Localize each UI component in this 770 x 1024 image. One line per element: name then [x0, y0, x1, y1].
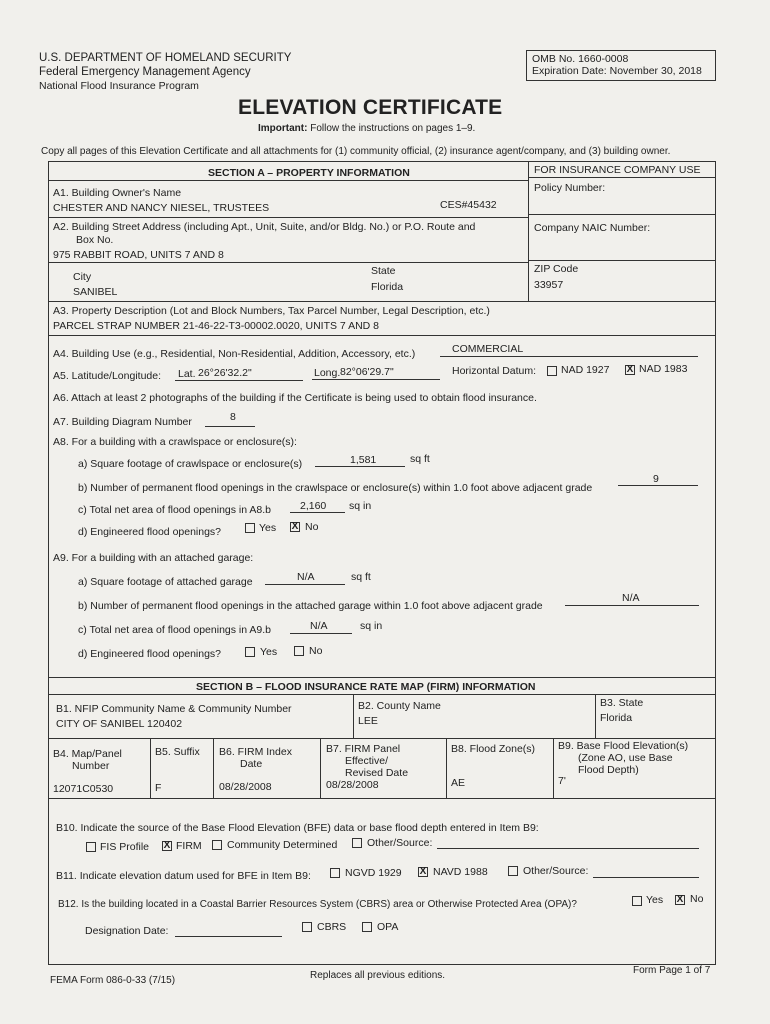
a9d-yes-checkbox[interactable]: [245, 647, 255, 657]
b9-base-flood-elevation[interactable]: 7': [558, 775, 566, 787]
b7-label-line3: Revised Date: [345, 767, 409, 779]
b9-label-line2: (Zone AO, use Base: [578, 752, 673, 764]
a3-property-description[interactable]: PARCEL STRAP NUMBER 21-46-22-T3-00002.0020, UNITS 7 AND 8: [53, 320, 380, 332]
community-determined-checkbox[interactable]: [212, 840, 222, 850]
b3-state[interactable]: Florida: [600, 712, 633, 724]
b12-no-label: No: [690, 893, 704, 905]
ngvd1929-checkbox[interactable]: [330, 868, 340, 878]
opa-checkbox[interactable]: [362, 922, 372, 932]
b1-community[interactable]: CITY OF SANIBEL 120402: [56, 718, 183, 730]
state-label: State: [371, 265, 396, 277]
city-label: City: [73, 271, 92, 283]
a9c-unit: sq in: [360, 620, 383, 632]
b6-label-line2: Date: [240, 758, 263, 770]
b4-label-line2: Number: [72, 760, 110, 772]
b6-firm-index-date[interactable]: 08/28/2008: [219, 781, 272, 793]
horizontal-datum-label: Horizontal Datum:: [452, 365, 537, 377]
section-b-heading: SECTION B – FLOOD INSURANCE RATE MAP (FIRM) INFORMATION: [196, 681, 536, 693]
a8a-value[interactable]: 1,581: [350, 454, 377, 466]
a3-label: A3. Property Description (Lot and Block Numbers, Tax Parcel Number, Legal Description, etc.): [53, 305, 490, 317]
ngvd1929-label: NGVD 1929: [345, 867, 402, 879]
a4-building-use[interactable]: COMMERCIAL: [452, 343, 524, 355]
a9a-label: a) Square footage of attached garage: [78, 576, 253, 588]
a1-owner-name[interactable]: CHESTER AND NANCY NIESEL, TRUSTEES: [53, 202, 270, 214]
a1-ces-number[interactable]: CES#45432: [440, 199, 497, 211]
replaces-note: Replaces all previous editions.: [310, 970, 446, 981]
expiration-date: Expiration Date: November 30, 2018: [532, 65, 702, 77]
a8-label: A8. For a building with a crawlspace or enclosure(s):: [53, 436, 297, 448]
b11-label: B11. Indicate elevation datum used for BFE in Item B9:: [56, 870, 311, 882]
b6-label-line1: B6. FIRM Index: [219, 746, 292, 758]
a8c-unit: sq in: [349, 500, 372, 512]
a8d-yes-checkbox[interactable]: [245, 523, 255, 533]
firm-checkbox[interactable]: X: [163, 840, 171, 851]
b8-label: B8. Flood Zone(s): [451, 743, 536, 755]
a8d-label: d) Engineered flood openings?: [78, 526, 222, 538]
navd1988-label: NAVD 1988: [433, 866, 488, 878]
nad1983-label: NAD 1983: [639, 363, 688, 375]
b12-label: B12. Is the building located in a Coastal Barrier Resources System (CBRS) area or Otherwise Protected Area (OPA)?: [58, 899, 577, 910]
a9-label: A9. For a building with an attached garage:: [53, 552, 254, 564]
fis-profile-checkbox[interactable]: [86, 842, 96, 852]
city-value[interactable]: SANIBEL: [73, 286, 118, 298]
a7-label: A7. Building Diagram Number: [53, 416, 192, 428]
b9-label-line3: Flood Depth): [578, 764, 639, 776]
a9a-unit: sq ft: [351, 571, 371, 583]
b4-label-line1: B4. Map/Panel: [53, 748, 122, 760]
opa-label: OPA: [377, 921, 399, 933]
program-name: National Flood Insurance Program: [39, 80, 199, 92]
a8a-unit: sq ft: [410, 453, 430, 465]
b3-label: B3. State: [600, 697, 644, 709]
page-number: Form Page 1 of 7: [633, 965, 711, 976]
a7-diagram-number[interactable]: 8: [230, 411, 236, 423]
longitude-value[interactable]: 82°06'29.7": [340, 366, 394, 378]
a9d-label: d) Engineered flood openings?: [78, 648, 222, 660]
a8a-label: a) Square footage of crawlspace or enclosure(s): [78, 458, 303, 470]
other-source2-label: Other/Source:: [523, 865, 589, 877]
important-note: Important: Follow the instructions on pages 1–9.: [258, 123, 476, 134]
omb-box: [526, 50, 716, 81]
navd1988-checkbox[interactable]: X: [419, 866, 427, 877]
zip-value[interactable]: 33957: [534, 279, 564, 291]
form-number: FEMA Form 086-0-33 (7/15): [50, 975, 176, 986]
a2-label-line2: Box No.: [76, 234, 114, 246]
lat-label: Lat.: [178, 368, 196, 380]
a2-street-address[interactable]: 975 RABBIT ROAD, UNITS 7 AND 8: [53, 249, 224, 261]
a5-label: A5. Latitude/Longitude:: [53, 370, 162, 382]
a8c-label: c) Total net area of flood openings in A8.b: [78, 504, 272, 516]
b7-firm-panel-date[interactable]: 08/28/2008: [326, 779, 379, 791]
agency-name: Federal Emergency Management Agency: [39, 66, 251, 78]
b12-yes-label: Yes: [646, 894, 664, 906]
b8-flood-zone[interactable]: AE: [451, 777, 466, 789]
a9c-value[interactable]: N/A: [310, 620, 328, 632]
a9d-yes-label: Yes: [260, 646, 278, 658]
a6-label: A6. Attach at least 2 photographs of the building if the Certificate is being used to obtain flood insurance.: [53, 392, 537, 404]
a8b-value[interactable]: 9: [653, 473, 659, 485]
nad1927-label: NAD 1927: [561, 364, 610, 376]
community-determined-label: Community Determined: [227, 839, 338, 851]
other-source-label: Other/Source:: [367, 837, 433, 849]
document-title: ELEVATION CERTIFICATE: [238, 96, 503, 119]
a9d-no-checkbox[interactable]: [294, 646, 304, 656]
b2-label: B2. County Name: [358, 700, 441, 712]
state-value[interactable]: Florida: [371, 281, 404, 293]
latitude-value[interactable]: 26°26'32.2": [198, 367, 252, 379]
b5-suffix[interactable]: F: [155, 782, 162, 794]
firm-label: FIRM: [176, 840, 202, 852]
a4-label: A4. Building Use (e.g., Residential, Non-Residential, Addition, Accessory, etc.): [53, 348, 416, 360]
a8d-yes-label: Yes: [259, 522, 277, 534]
nad1983-checkbox[interactable]: X: [626, 364, 634, 375]
b1-label: B1. NFIP Community Name & Community Number: [56, 703, 292, 715]
other-source-checkbox[interactable]: [352, 838, 362, 848]
a2-label-line1: A2. Building Street Address (including Apt., Unit, Suite, and/or Bldg. No.) or P.O. Route and: [53, 221, 476, 233]
a8d-no-label: No: [305, 521, 319, 533]
policy-number-label: Policy Number:: [534, 182, 606, 194]
naic-number-label: Company NAIC Number:: [534, 222, 651, 234]
a9d-no-label: No: [309, 645, 323, 657]
b10-label: B10. Indicate the source of the Base Flood Elevation (BFE) data or base flood depth entered in Item B9:: [56, 822, 539, 834]
insurance-use-heading: FOR INSURANCE COMPANY USE: [534, 164, 701, 176]
cbrs-label: CBRS: [317, 921, 347, 933]
b4-map-panel[interactable]: 12071C0530: [53, 783, 114, 795]
b12-yes-checkbox[interactable]: [632, 896, 642, 906]
copy-note: Copy all pages of this Elevation Certificate and all attachments for (1) community official, (2) insurance agent/company, and (3) building owner.: [41, 146, 671, 157]
a8b-label: b) Number of permanent flood openings in the crawlspace or enclosure(s) within 1.0 foot above adjacent grade: [78, 482, 593, 494]
a8d-no-checkbox[interactable]: X: [291, 521, 299, 532]
b7-label-line2: Effective/: [345, 755, 388, 767]
a1-label: A1. Building Owner's Name: [53, 187, 182, 199]
designation-date-label: Designation Date:: [85, 925, 169, 937]
omb-number: OMB No. 1660-0008: [532, 53, 629, 65]
b9-label-line1: B9. Base Flood Elevation(s): [558, 740, 689, 752]
a9a-value[interactable]: N/A: [297, 571, 315, 583]
a8c-value[interactable]: 2,160: [300, 500, 327, 512]
a9c-label: c) Total net area of flood openings in A9.b: [78, 624, 272, 636]
fis-profile-label: FIS Profile: [100, 841, 150, 853]
b5-label: B5. Suffix: [155, 746, 200, 758]
section-a-heading: SECTION A – PROPERTY INFORMATION: [208, 167, 410, 179]
a9b-label: b) Number of permanent flood openings in the attached garage within 1.0 foot above adjacent grade: [78, 600, 543, 612]
cbrs-checkbox[interactable]: [302, 922, 312, 932]
b2-county[interactable]: LEE: [358, 715, 378, 727]
a9b-value[interactable]: N/A: [622, 592, 640, 604]
other-source2-checkbox[interactable]: [508, 866, 518, 876]
zip-label: ZIP Code: [534, 263, 579, 275]
long-label: Long.: [314, 367, 341, 379]
department-name: U.S. DEPARTMENT OF HOMELAND SECURITY: [39, 52, 292, 64]
b7-label-line1: B7. FIRM Panel: [326, 743, 401, 755]
b12-no-checkbox[interactable]: X: [676, 894, 684, 905]
nad1927-checkbox[interactable]: [547, 366, 557, 376]
